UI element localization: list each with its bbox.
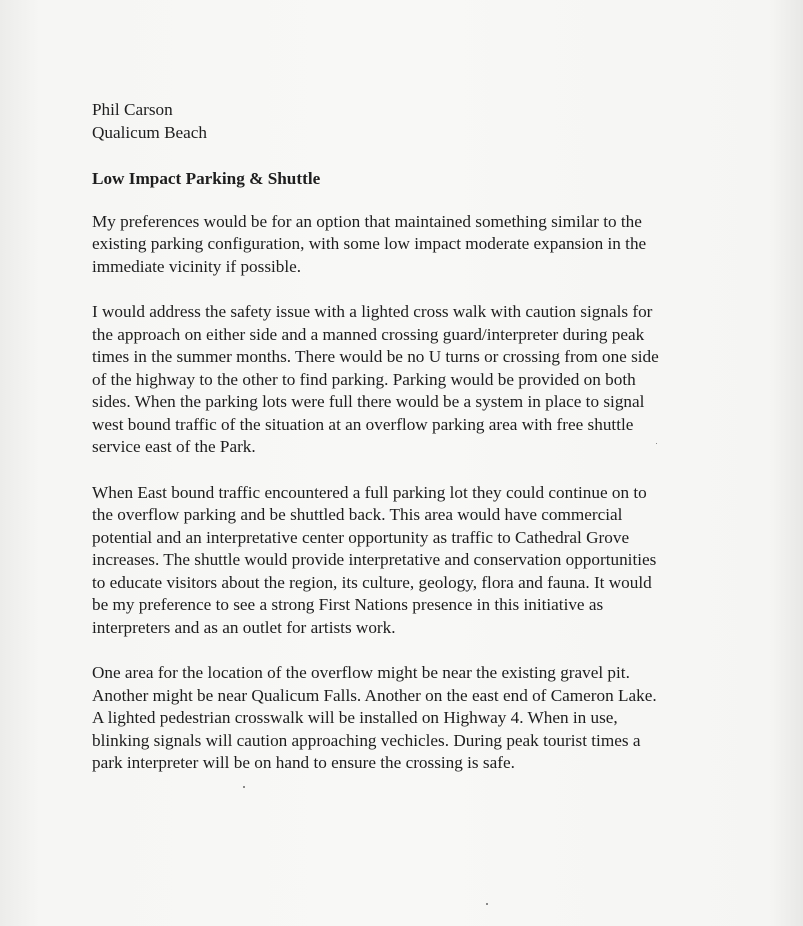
author-block <box>92 99 752 144</box>
paragraph-1 <box>92 211 752 279</box>
paragraph-line: times in the summer months. There would be no U turns or crossing from one side <box>92 347 659 366</box>
paragraph-4 <box>92 662 752 775</box>
paragraph-line: west bound traffic of the situation at an overflow parking area with free shuttle <box>92 414 634 434</box>
paragraph-line: interpreters and as an outlet for artists work. <box>92 617 396 637</box>
paragraph-line: When East bound traffic encountered a full parking lot they could continue on to <box>92 482 647 502</box>
paragraph-line: service east of the Park. <box>92 437 256 456</box>
paragraph-line: existing parking configuration, with some low impact moderate expansion in the <box>92 234 647 253</box>
paragraph-line: My preferences would be for an option that maintained something similar to the <box>92 211 642 231</box>
paragraph-line: One area for the location of the overflow might be near the existing gravel pit. <box>92 663 630 682</box>
paragraph-line: blinking signals will caution approaching vechicles. During peak tourist times a <box>92 730 641 750</box>
paragraph-line: the overflow parking and be shuttled back. This area would have commercial <box>92 505 623 524</box>
paragraph-line: Another might be near Qualicum Falls. Another on the east end of Cameron Lake. <box>92 685 657 705</box>
scan-speck <box>486 903 488 905</box>
paragraph-line: to educate visitors about the region, its culture, geology, flora and fauna. It would <box>92 572 652 592</box>
paragraph-line: potential and an interpretative center opportunity as traffic to Cathedral Grove <box>92 527 630 547</box>
paragraph-line: I would address the safety issue with a lighted cross walk with caution signals for <box>92 302 653 321</box>
scan-speck <box>243 786 245 788</box>
paragraph-line: increases. The shuttle would provide interpretative and conservation opportunities <box>92 550 657 569</box>
paragraph-line: A lighted pedestrian crosswalk will be installed on Highway 4. When in use, <box>92 708 618 727</box>
author-name: Phil Carson <box>92 100 173 119</box>
paragraph-line: immediate vicinity if possible. <box>92 256 302 276</box>
scan-speck <box>656 443 657 444</box>
letter-heading: Low Impact Parking & Shuttle <box>92 169 321 188</box>
author-location: Qualicum Beach <box>92 122 208 142</box>
paragraph-line: be my preference to see a strong First Nations presence in this initiative as <box>92 595 604 614</box>
paragraph-line: sides. When the parking lots were full there would be a system in place to signal <box>92 392 645 411</box>
paragraph-line: the approach on either side and a manned crossing guard/interpreter during peak <box>92 324 645 344</box>
letter-body <box>92 99 752 775</box>
paragraph-line: of the highway to the other to find parking. Parking would be provided on both <box>92 369 636 389</box>
paragraph-line: park interpreter will be on hand to ensure the crossing is safe. <box>92 753 515 772</box>
paragraph-2 <box>92 301 752 459</box>
paragraph-3 <box>92 482 752 640</box>
